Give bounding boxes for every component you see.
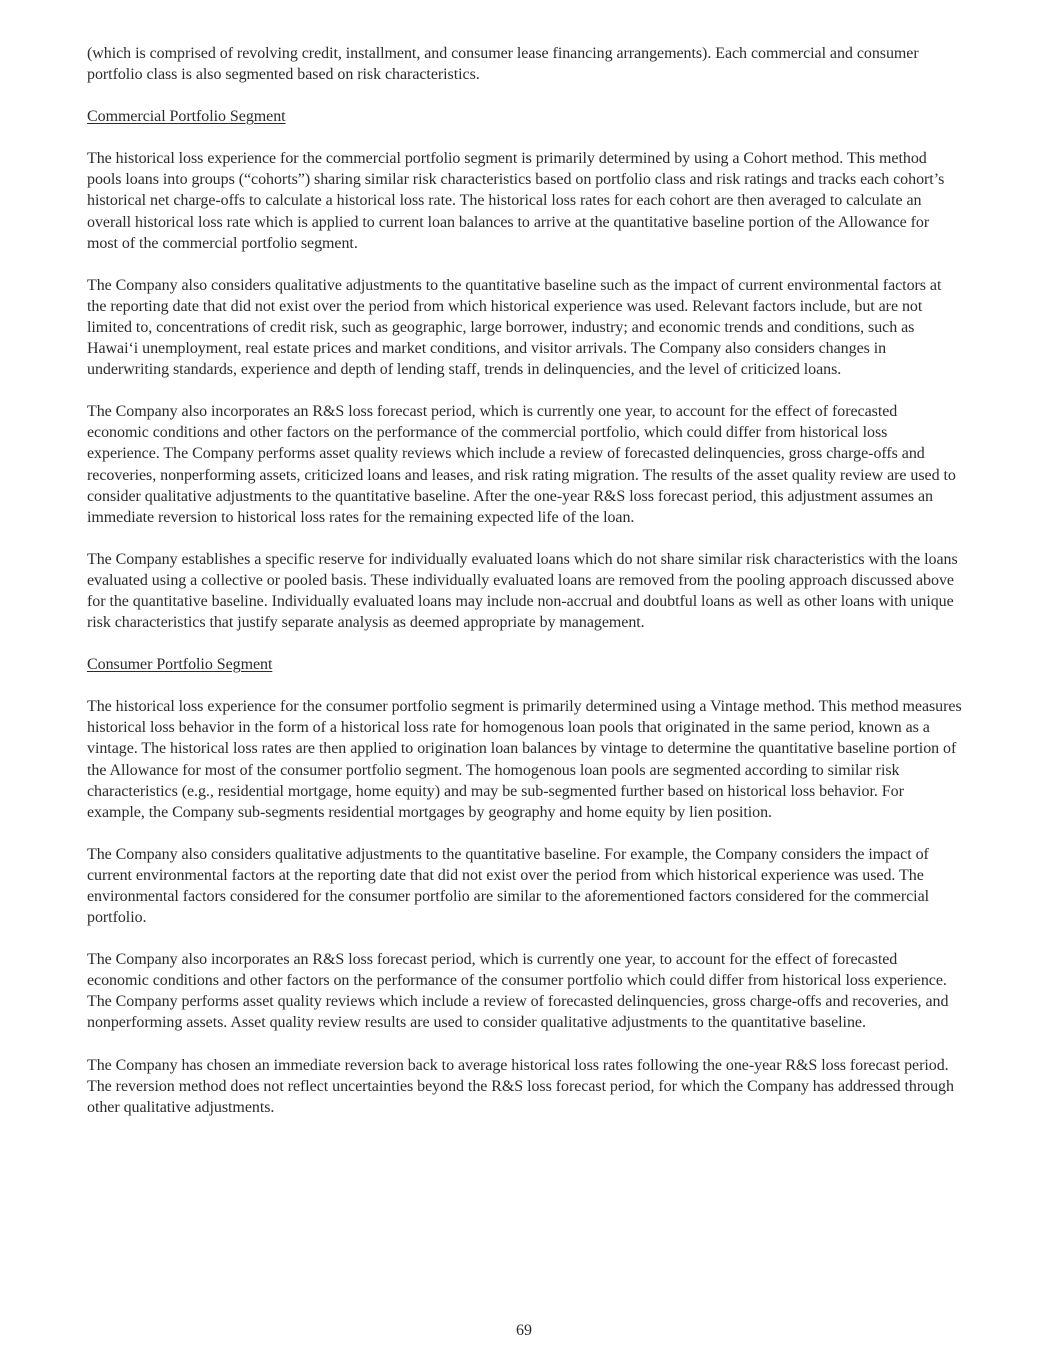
commercial-section-heading: Commercial Portfolio Segment: [87, 108, 286, 126]
consumer-paragraph-4: The Company has chosen an immediate reversion back to average historical loss rates following the one-year R&S loss forecast period. The reversion method does not reflect uncertainties beyond the R&S loss forecast period, for which the Company has addressed through other qualitative adjustments.: [87, 1056, 954, 1116]
page-number: 69: [516, 1322, 532, 1339]
consumer-paragraph-1: The historical loss experience for the consumer portfolio segment is primarily determined using a Vintage method. This method measures historical loss behavior in the form of a historical loss rate for homogenous loan pools that originated in the same period, known as a vintage. The historical loss rates are then applied to origination loan balances by vintage to determine the quantitative baseline portion of the Allowance for most of the consumer portfolio segment. The homogenous loan pools are segmented according to similar risk characteristics (e.g., residential mortgage, home equity) and may be sub-segmented further based on historical loss behavior. For example, the Company sub-segments residential mortgages by geography and home equity by lien position.: [87, 698, 962, 821]
commercial-paragraph-4: The Company establishes a specific reserve for individually evaluated loans which do not share similar risk characteristics with the loans evaluated using a collective or pooled basis. These individually evaluated loans are removed from the pooling approach discussed above for the quantitative baseline. Individually evaluated loans may include non-accrual and doubtful loans as well as other loans with unique risk characteristics that justify separate analysis as deemed appropriate by management.: [87, 550, 958, 632]
commercial-paragraph-1: The historical loss experience for the commercial portfolio segment is primarily determined by using a Cohort method. This method pools loans into groups (“cohorts”) sharing similar risk characteristics based on portfolio class and risk ratings and tracks each cohort’s historical net charge-offs to calculate a historical loss rate. The historical loss rates for each cohort are then averaged to calculate an overall historical loss rate which is applied to current loan balances to arrive at the quantitative baseline portion of the Allowance for most of the commercial portfolio segment.: [87, 150, 945, 252]
consumer-paragraph-3: The Company also incorporates an R&S loss forecast period, which is currently one year, to account for the effect of forecasted economic conditions and other factors on the performance of the consumer portfolio which could differ from historical loss experience. The Company performs asset quality reviews which include a review of forecasted delinquencies, gross charge-offs and recoveries, and nonperforming assets. Asset quality review results are used to consider qualitative adjustments to the quantitative baseline.: [87, 951, 949, 1032]
consumer-paragraph-2: The Company also considers qualitative adjustments to the quantitative baseline. For example, the Company considers the impact of current environmental factors at the reporting date that did not exist over the period from which historical experience was used. The environmental factors considered for the consumer portfolio are similar to the aforementioned factors considered for the commercial portfolio.: [87, 845, 930, 927]
continuation-paragraph: (which is comprised of revolving credit, installment, and consumer lease financing arrangements). Each commercial and consumer portfolio class is also segmented based on risk characteristics.: [87, 45, 919, 84]
commercial-paragraph-2: The Company also considers qualitative adjustments to the quantitative baseline such as the impact of current environmental factors at the reporting date that did not exist over the period from which historical experience was used. Relevant factors include, but are not limited to, concentrations of credit risk, such as geographic, large borrower, industry; and economic trends and conditions, such as Hawai‘i unemployment, real estate prices and market conditions, and visitor arrivals. The Company also considers changes in underwriting standards, experience and depth of lending staff, trends in delinquencies, and the level of criticized loans.: [87, 276, 942, 379]
commercial-paragraph-3: The Company also incorporates an R&S loss forecast period, which is currently one year, to account for the effect of forecasted economic conditions and other factors on the performance of the commercial portfolio, which could differ from historical loss experience. The Company performs asset quality reviews which include a review of forecasted delinquencies, gross charge-offs and recoveries, nonperforming assets, criticized loans and leases, and risk rating migration. The results of the asset quality review are used to consider qualitative adjustments to the quantitative baseline. After the one-year R&S loss forecast period, this adjustment assumes an immediate reversion to historical loss rates for the remaining expected life of the loan.: [87, 403, 956, 526]
document-body: [87, 43, 962, 1139]
consumer-section-heading: Consumer Portfolio Segment: [87, 656, 273, 674]
